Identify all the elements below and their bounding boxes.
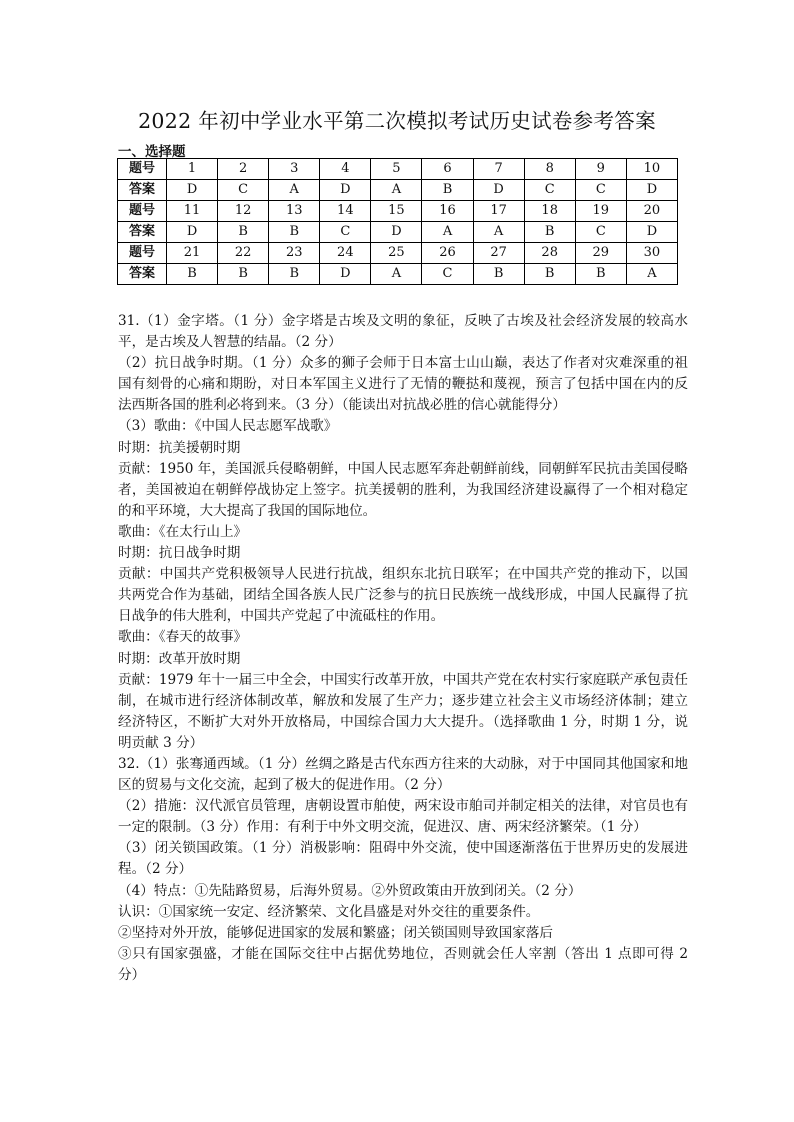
table-cell: D	[167, 180, 218, 201]
table-cell: B	[524, 264, 575, 285]
row-header-cell: 题号	[118, 243, 167, 264]
table-cell: 15	[371, 201, 422, 222]
table-cell: A	[422, 222, 473, 243]
table-cell: A	[371, 180, 422, 201]
answer-paragraph: 贡献：中国共产党积极领导人民进行抗战，组织东北抗日联军；在中国共产党的推动下，以国共两党合作为基础，团结全国各族人民广泛参与的抗日民族统一战线形成，中国人民赢得了抗日战争的伟大胜利，中国共产党起了中流砥柱的作用。	[118, 566, 688, 625]
table-cell: 4	[320, 159, 371, 180]
table-cell: D	[320, 180, 371, 201]
table-cell: B	[524, 222, 575, 243]
table-cell: 26	[422, 243, 473, 264]
answer-paragraph: 时期：抗日战争时期	[118, 545, 241, 562]
table-cell: 23	[269, 243, 320, 264]
row-header-cell: 答案	[118, 222, 167, 243]
table-cell: A	[269, 180, 320, 201]
table-cell: C	[218, 180, 269, 201]
table-cell: 3	[269, 159, 320, 180]
answer-paragraph: （4）特点：①先陆路贸易，后海外贸易。②外贸政策由开放到闭关。（2 分）	[118, 882, 582, 899]
answer-paragraph: ③只有国家强盛，才能在国际交往中占据优势地位，否则就会任人宰割（答出 1 点即可得 2 分）	[118, 945, 688, 983]
table-row	[118, 201, 678, 222]
answer-text-body	[118, 311, 688, 986]
answer-paragraph: （3）闭关锁国政策。（1 分）消极影响：阻碍中外交流，使中国逐渐落伍于世界历史的发展进程。（2 分）	[118, 840, 688, 878]
table-cell: 19	[575, 201, 626, 222]
table-cell: 11	[167, 201, 218, 222]
answer-paragraph: 贡献：1979 年十一届三中全会，中国实行改革开放，中国共产党在农村实行家庭联产承包责任制，在城市进行经济体制改革，解放和发展了生产力；逐步建立社会主义市场经济体制；建立经济特区，不断扩大对外开放格局，中国综合国力大大提升。（选择歌曲 1 分，时期 1 分，说明贡献 3 分）	[118, 671, 688, 751]
table-row	[118, 264, 678, 285]
table-cell: B	[218, 264, 269, 285]
answer-paragraph: 时期：改革开放时期	[118, 650, 241, 667]
answer-paragraph: （2）抗日战争时期。（1 分）众多的狮子会师于日本富士山山巅，表达了作者对灾难深重的祖国有刻骨的心痛和期盼，对日本军国主义进行了无情的鞭挞和蔑视，预言了包括中国在内的反法西斯各国的胜利必将到来。（3 分）（能读出对抗战必胜的信心就能得分）	[118, 355, 688, 414]
section-heading-multiple-choice: 一、选择题	[118, 144, 186, 160]
answer-paragraph: 31.（1）金字塔。（1 分）金字塔是古埃及文明的象征，反映了古埃及社会经济发展的较高水平，是古埃及人智慧的结晶。（2 分）	[118, 313, 688, 351]
table-cell: 12	[218, 201, 269, 222]
answer-paragraph: （2）措施：汉代派官员管理，唐朝设置市舶使，两宋设市舶司并制定相关的法律，对官员也有一定的限制。（3 分）作用：有利于中外文明交流，促进汉、唐、两宋经济繁荣。（1 分）	[118, 798, 688, 836]
answer-paragraph: ②坚持对外开放，能够促进国家的发展和繁盛；闭关锁国则导致国家落后	[118, 924, 553, 941]
table-cell: A	[626, 264, 677, 285]
table-cell: D	[320, 264, 371, 285]
row-header-cell: 答案	[118, 180, 167, 201]
answer-paragraph: 贡献：1950 年，美国派兵侵略朝鲜，中国人民志愿军奔赴朝鲜前线，同朝鲜军民抗击美国侵略者，美国被迫在朝鲜停战协定上签字。抗美援朝的胜利，为我国经济建设赢得了一个相对稳定的和平环境，大大提高了我国的国际地位。	[118, 460, 688, 519]
answer-paragraph: 认识：①国家统一安定、经济繁荣、文化昌盛是对外交往的重要条件。	[118, 903, 540, 920]
table-cell: C	[575, 180, 626, 201]
table-cell: 17	[473, 201, 524, 222]
table-cell: 21	[167, 243, 218, 264]
table-cell: 14	[320, 201, 371, 222]
answer-paragraph: （3）歌曲：《中国人民志愿军战歌》	[118, 418, 338, 435]
page-title: 2022 年初中学业水平第二次模拟考试历史试卷参考答案	[138, 109, 656, 133]
table-cell: 27	[473, 243, 524, 264]
table-cell: 7	[473, 159, 524, 180]
table-cell: 1	[167, 159, 218, 180]
table-row	[118, 222, 678, 243]
row-header-cell: 答案	[118, 264, 167, 285]
table-cell: B	[269, 264, 320, 285]
table-cell: D	[371, 222, 422, 243]
table-cell: 30	[626, 243, 677, 264]
table-cell: D	[167, 222, 218, 243]
table-cell: D	[626, 180, 677, 201]
table-row	[118, 159, 678, 180]
table-cell: B	[575, 264, 626, 285]
table-cell: B	[422, 180, 473, 201]
answer-paragraph: 歌曲：《在太行山上》	[118, 523, 248, 540]
row-header-cell: 题号	[118, 201, 167, 222]
table-cell: B	[167, 264, 218, 285]
row-header-cell: 题号	[118, 159, 167, 180]
answer-table	[117, 158, 678, 285]
answer-paragraph: 歌曲：《春天的故事》	[118, 629, 248, 646]
table-cell: 28	[524, 243, 575, 264]
table-cell: B	[269, 222, 320, 243]
table-cell: 22	[218, 243, 269, 264]
table-cell: C	[422, 264, 473, 285]
table-cell: B	[473, 264, 524, 285]
table-cell: C	[320, 222, 371, 243]
table-cell: A	[473, 222, 524, 243]
table-cell: C	[524, 180, 575, 201]
table-cell: C	[575, 222, 626, 243]
table-cell: D	[473, 180, 524, 201]
table-cell: D	[626, 222, 677, 243]
table-row	[118, 180, 678, 201]
table-cell: 16	[422, 201, 473, 222]
table-cell: 24	[320, 243, 371, 264]
table-cell: A	[371, 264, 422, 285]
answer-paragraph: 时期：抗美援朝时期	[118, 439, 241, 456]
table-cell: 8	[524, 159, 575, 180]
table-cell: 29	[575, 243, 626, 264]
table-cell: 2	[218, 159, 269, 180]
table-cell: 6	[422, 159, 473, 180]
answer-paragraph: 32.（1）张骞通西域。（1 分）丝绸之路是古代东西方往来的大动脉，对于中国同其他国家和地区的贸易与文化交流，起到了极大的促进作用。（2 分）	[118, 755, 688, 794]
table-cell: 20	[626, 201, 677, 222]
table-row	[118, 243, 678, 264]
table-cell: 9	[575, 159, 626, 180]
table-cell: B	[218, 222, 269, 243]
table-cell: 13	[269, 201, 320, 222]
table-cell: 25	[371, 243, 422, 264]
table-cell: 10	[626, 159, 677, 180]
table-cell: 5	[371, 159, 422, 180]
table-cell: 18	[524, 201, 575, 222]
